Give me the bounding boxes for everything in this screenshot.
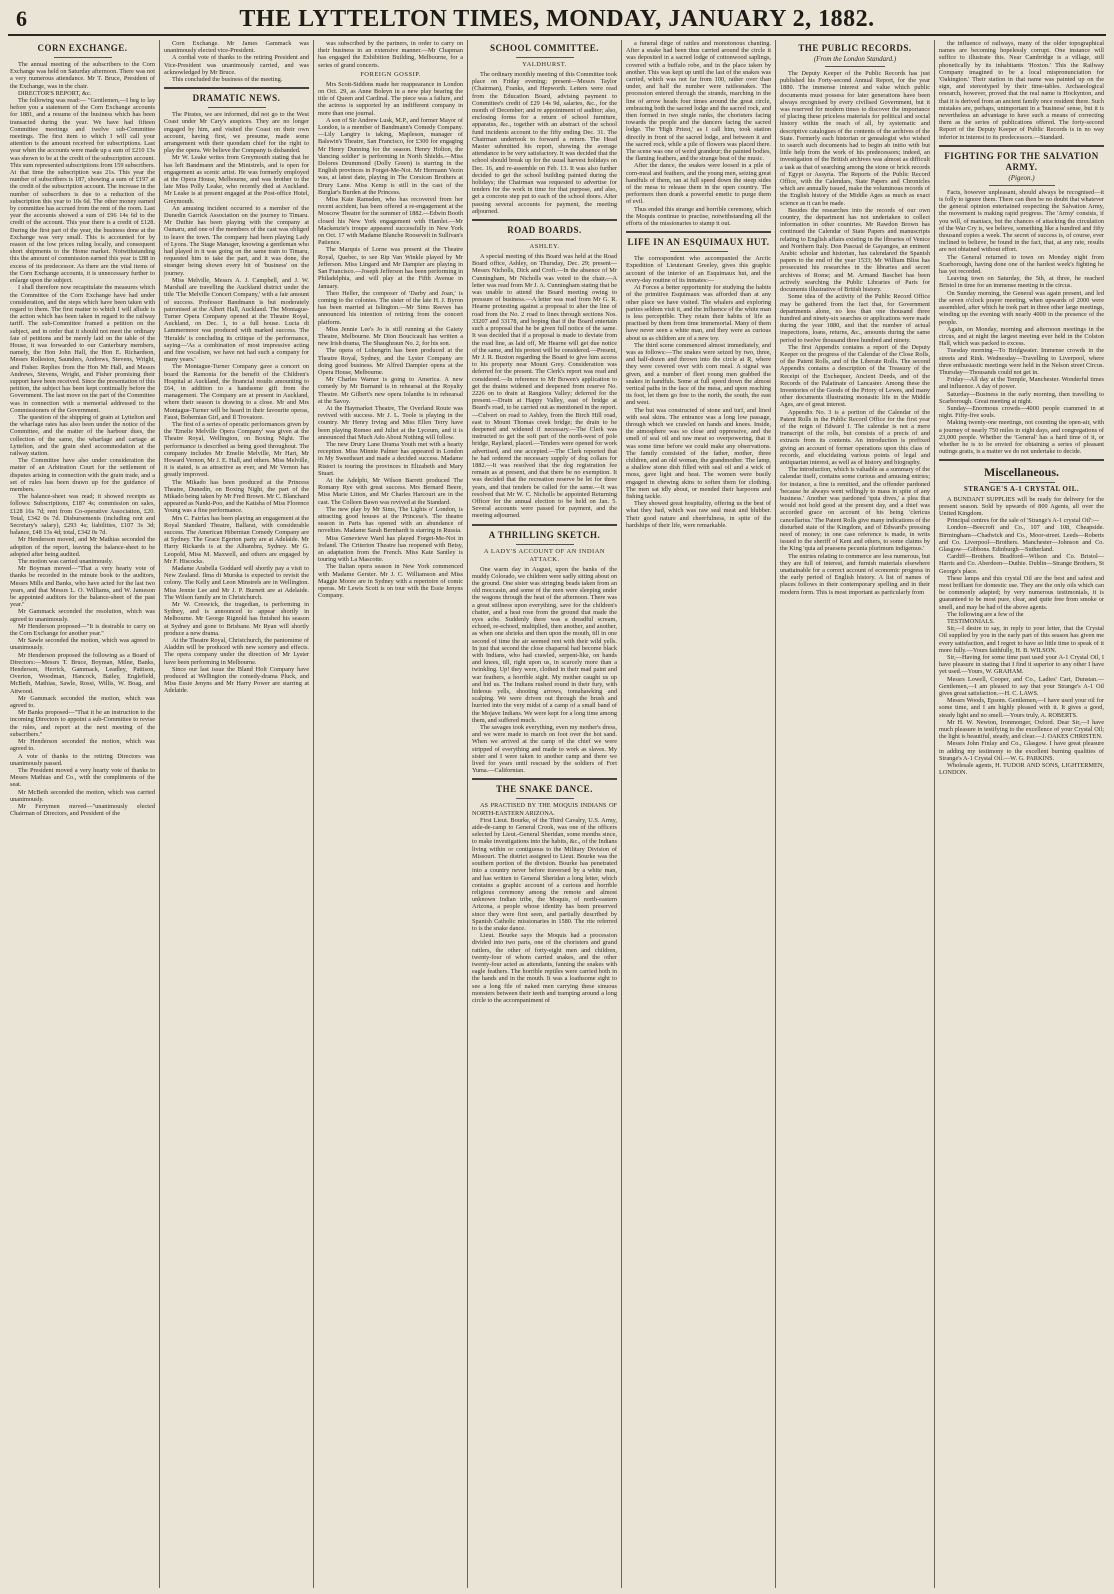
heading-rule (54, 57, 112, 58)
heading-rule (208, 107, 266, 108)
article-paragraph: Thus ended this strange and horrible ceremony, which the Moquis continue to practise, notwithstanding all the efforts of the missionaries to stamp it out. (626, 205, 771, 228)
section-divider (939, 145, 1104, 147)
column-3 (318, 40, 463, 1588)
advertisement-text: Principal centres for the sale of 'Strange's A-1 crystal Oil':— (947, 517, 1100, 525)
heading-rule (825, 66, 885, 67)
article-paragraph: First Lieut. Bourke, of the Third Cavalry, U.S. Army, aide-de-camp to General Crook, was one of the officers selected by Lieut.-General Sheridan, some months since, to make investigations into the habits, &c., of the Indians living within or contiguous to the Military Division of Missouri. The district assigned to Lieut. Bourke was the southern portion of the division. Bourke has penetrated into a country never before traversed by a white man, and has written to General Sheridan a long letter, which contains a graphic account of a curious and horrible religious ceremony among the remote and almost unknown Indian tribe, the Moquis, of north-eastern Arizona, a people whose identity has been preserved since they were first seen, and partially described by Spanish Catholic missionaries in 1580. The rite referred to is the snake dance. (472, 816, 617, 932)
article-paragraph: Mr Henderson seconded the motion, which was agreed to. (10, 738, 155, 753)
article-paragraph: Mr Banks proposed—"That it be an instruction to the incoming Directors to appoint a sub-Committee to revise the rules, and report at the next meeting of the subscribers." (10, 709, 155, 738)
article-paragraph: Mr Henderson proposed—"It is desirable to carry on the Corn Exchange for another year." (10, 622, 155, 638)
column-4 (472, 40, 617, 1588)
advertisement-text: These lamps and this crystal Oil are the best and safest and most brilliant for domestic use. They are the only oils which can be commonly adapted; by very numerous testimonials, it is guaranteed to be most pure, clear, and quite free from smoke or smell, and may be had of the above agents. (939, 574, 1104, 611)
heading-rule (516, 239, 574, 240)
article-paragraph: They showed great hospitality, offering us the best of what they had, which was raw seal meat and blubber. Their good nature and cheerfulness, in spite of the hardships of their life, were remarkable. (626, 500, 771, 529)
column-6 (780, 40, 930, 1588)
article-paragraph: Saturday—Business in the early morning, then travelling to Scarborough. Great meeting at night. (939, 390, 1104, 405)
article-paragraph: At the Theatre Royal, Christchurch, the pantomime of Aladdin will be produced with new scenery and effects. The opera company under the direction of Mr Lyster have been performing in Melbourne. (164, 637, 309, 666)
article-paragraph: The annual meeting of the subscribers to the Corn Exchange was held on Saturday afternoon. There was not a very numerous attendance. Mr T. Bruce, President of the Exchange, was in the chair. (10, 61, 155, 90)
section-label: FOREIGN GOSSIP. (360, 70, 421, 78)
column-divider (775, 40, 776, 1588)
column-5 (626, 40, 771, 1588)
section-label: A LADY'S ACCOUNT OF AN INDIAN ATTACK. (483, 547, 606, 563)
article-paragraph: A son of Sir Andrew Lusk, M.P., and former Mayor of London, is a member of Bandmann's Comedy Company.—Lily Langtry is taking, Mapleson, manager of Balswin's Theatre, San Francisco, for £300 for engaging Mr Henry Dunning for the season. Henry Holton, the 'dancing soldier' is performing in North Shields.—Miss Dolores Drummond (Dolly Green) is starring in the English provinces in Forget-Me-Not. Mr Hermann Vezin was, at latest date, playing in The Corsican Brothers at Drury Lane. Miss Kemp is still in the cast of the Burglar's Burden at the Princess. (318, 116, 463, 196)
article-heading: THE SNAKE DANCE. (496, 784, 593, 795)
article-paragraph: This concluded the business of the meeting. (172, 76, 283, 84)
advertisement-text: TESTIMONIALS. (947, 618, 995, 626)
article-paragraph: was subscribed by the partners, in order to carry on their business in an extensive manner.—Mr Chapman has engaged the Exhibition Building, Melbourne, for a series of grand concerts. (318, 40, 463, 69)
column-1 (10, 40, 155, 1588)
article-paragraph: Mr Gammack seconded the resolution, which was agreed to unanimously. (10, 608, 155, 623)
article-heading: SCHOOL COMMITTEE. (489, 43, 600, 53)
advertisement-text: Messrs Lowell, Cooper, and Co., Ladies' Cart, Dunstan.—Gentlemen,—I am pleased to say that your Strange's A-1 Oil gives great satisfaction.—H. C. LAWS. (939, 675, 1104, 698)
article-paragraph: The savages took everything, even my mother's dress, and we were made to march on foot over the hot sand. When we arrived at the camp of the chief we were stripped of everything and made to work as slaves. My sister and I were taken to another camp and there we lived for years until rescued by the soldiers of Fort Yuma.—Californian. (472, 724, 617, 775)
article-paragraph: The Marquis of Lorne was present at the Theatre Royal, Quebec, to see Rip Van Winkle played by Mr Jefferson. Miss Lingard and Mr Dampier are playing in San Francisco.—Joseph Jefferson has been performing in Philadelphia, and will play at the Fifth Avenue in January. (318, 246, 463, 290)
article-paragraph: Making twenty-one meetings, not counting the open-air, with a journey of nearly 750 miles in eight days, and congregations of 23,000 people. Whether the 'General' has a hard time of it, or whether he is to be envied for obtaining a series of pleasant outings gratis, is a matter we do not undertake to decide. (939, 419, 1104, 456)
article-paragraph: The following was read:— "Gentlemen,—I beg to lay before you a statement of the Corn Exchange accounts for 1881, and a resume of the business which has been transacted during the year. We have had fifteen Committee meetings and twelve sub-Committee meetings. The first item to which I will call your attention is the amount received for subscriptions. Last year when the accounts were made up a sum of £210 13s was shown to be at the credit of the subscription account. This sum represented subscriptions from 159 subscribers. At that time the subscription was 21s. This year the number of subscribers is 187, showing a sum of £197 at the credit of the subscription account. The increase in the number of subscribers is due to a reduction of the subscription this year to 10s 6d. The other money earned by committee has accrued from the rent of the room. Last year the accounts showed a sum of £96 14s 6d to the credit of the account. This year there is a credit of £128. During the first part of the year, the business done at the Exchange was very small. This is accounted for by reason of the low prices ruling locally, and consequent short shipments to the Home market. Notwithstanding this the amount of commission earned this year is £88 in excess of its predecessor. As there are the vital items of the Corn Exchange accounts, it is unnecessary further to enlarge upon the subject. (10, 97, 155, 285)
article-paragraph: Appendix No. 3 is a portion of the Calendar of the Patent Rolls in the Public Record Office for the first year of the reign of Edward I. The calendar is not a mere transcript of the rolls, but consists of a precis of and extracts from its contents. An introduction is prefixed giving an account of former operations upon this class of records, and elucidating various points of legal and antiquarian interest, as well as of history and biography. (780, 408, 930, 466)
heading-rule (670, 251, 728, 252)
article-paragraph: The ordinary monthly meeting of this Committee took place on Friday evening; present—Messrs Taylor (Chairman), Franks, and Hepworth. Letters were read from the Education Board, advising payment to Committee's credit of £29 14s 9d, salaries, &c., for the month of December; and re appointment of auditor; also, enclosing forms for a return of school furniture, apparatus, &c., together with an abstract of the school fund incidents account to the fifty ending Dec. 31. The Chairman undertook to forward a return. The Head Master submitted his report, showing the average attendance to be very satisfactory. It was decided that the school should break up for the usual harvest holidays on Dec. 16, and re-assemble on Feb. 13. It was also further decided to get the school building painted during the holidays; the Chairman was requested to advertise for tenders for the work in time for that purpose, and also, get a concrete step put to each of the school doors. After passing several accounts for payment, the meeting adjourned. (472, 71, 617, 215)
article-subheading: (Pigeon.) (1008, 173, 1035, 182)
page-number: 6 (16, 6, 27, 31)
article-paragraph: The new play by Mr Sims, The Lights o' London, is attracting good houses at the Princess's. The theatre season in Paris has opened with an abundance of novelties. Madame Sarah Bernhardt is starring in Russia. (318, 505, 463, 535)
article-paragraph: Sunday—Enormous crowds—4000 people crammed in at night. Fifty-five souls. (939, 404, 1104, 420)
article-heading: CORN EXCHANGE. (37, 43, 128, 53)
article-paragraph: A cordial vote of thanks to the retiring President and Vice-President was unanimously carried, and was acknowledged by Mr Bruce. (164, 54, 309, 76)
masthead (8, 4, 1106, 36)
article-paragraph: The balance-sheet was read; it showed receipts as follows: Subscriptions, £187 4s; commission on sales, £128 16s 7d; rent from Co-operative Association, £20. Total, £342 0s 7d. Disbursements (including rent and Secretary's salary), £293 4s; liabilities, £107 3s 3d; balance, £48 13s 4d; total, £342 0s 7d. (10, 493, 155, 537)
column-2 (164, 40, 309, 1588)
article-heading: THE PUBLIC RECORDS. (798, 43, 912, 53)
advertisement-text: Wholesale agents, H. TUDOR AND SONS, LIGHTERMEN, LONDON. (939, 762, 1104, 777)
advertisement-text: Sir,—Having for some time past used your A-1 Crystal Oil, I have pleasure in stating that I find it superior to any other I have yet used.—Yours, W. GRAHAM. (939, 654, 1104, 676)
article-paragraph: The Committee have also under consideration the matter of an Arbitration Court for the settlement of disputes arising in connection with the grain trade, and a set of rules has been drawn up for the guidance of members. (10, 457, 155, 493)
article-heading: A THRILLING SKETCH. (488, 529, 601, 540)
section-divider (164, 87, 309, 89)
section-divider (939, 459, 1104, 461)
article-paragraph: Theo Heller, the composer of 'Darby and Joan,' is coming to the colonies. The sister of the late H. J. Byron has been married at Islington.—Mr Sims Reeves has announced his intention of retiring from the concert platform. (318, 289, 463, 326)
article-paragraph: Mr Henderson moved, and Mr Mathias seconded the adoption of the report, leaving the balance-sheet to be adopted after being audited. (10, 536, 155, 558)
article-paragraph: Mr Sawle seconded the motion, which was agreed to unanimously. (10, 637, 155, 652)
article-paragraph: The General returned to town on Monday night from Scarborough, having done one of the hardest week's fighting he has yet recorded. (939, 253, 1104, 276)
article-paragraph: Mrs C. Fairfax has been playing an engagement at the Royal Standard Theatre, Ballarat, with considerable success. The American Hibernian Comedy Company are at Sydney. The Grace Egerton party are at Adelaide. Mr Harry Rickards is at the Alhambra, Sydney. Mr G. Leopold, Miss M. Maxwell, and others are engaged by Mr F. Hiscocks. (164, 514, 309, 565)
advertisement-text: Sir,—I desire to say, in reply to your letter, that the Crystal Oil supplied by you in the early part of this season has given me every satisfaction, and I regret to have so little time to speak of it more fully.—Yours faithfully, H. B. WILSON. (939, 625, 1104, 654)
advertisement-text: A BUNDANT SUPPLIES will be ready for delivery for the present season. Sold by upwards of 800 Agents, all over the United Kingdom. (939, 495, 1104, 517)
article-paragraph: The Deputy Keeper of the Public Records has just published his Forty-second Annual Report, for the year 1880. The immense interest and value which public documents must possess for later generations have been always recognised by every civilised Government, but it was reserved for modern times to discover the importance of placing these priceless materials for political and social history within the reach of all, by systematic and descriptive catalogues of the contents of the archives of the State. Formerly each historian or genealogist who wished to search such documents had to begin ab initio with but little help from the work of his predecessors; indeed, an investigation of the British archives was almost as difficult a task as that of searching among the stone or brick records of Egypt or Assyria. The Reports of the Public Record Office, with the Calendars, State Papers and Chronicles which are annually issued, make the voluminous records of the English history of the Middle Ages as much as exact science as it can be made. (780, 70, 930, 207)
article-paragraph: The introduction, which is valuable as a summary of the calendar itself, contains some curious and amusing entries; for instance, a fine is remitted, and the offender pardoned 'because he always went willingly to mass in spite of any business.' Another was pardoned 'quia dives,' a plea that would not hold good at the present day, and a thief was accorded grace on account of his being 'clericus cancellarius.' The Patent Rolls give many indications of the disturbed state of the Kingdom, and of Edward's pressing need of money; in one case reference is made, in writs issued to the sheriff of Kent and others, to some claims by the King 'quia ad praesens pecunia plurimum indigemus.' (780, 466, 930, 553)
heading-rule (516, 544, 574, 545)
article-paragraph: The first Appendix contains a report of the Deputy Keeper on the progress of the Calendar of the Close Rolls, of the Patent Rolls, and of the Liberate Rolls. The second Appendix contains a description of the Treasury of the Receipt of the Exchequer, Ancient Deeds, and of the Records of the Palatinate of Lancaster. Among these the Inventories of the Goods of the Priory of Lewes, and many other documents illustrating monastic life in the Middle Ages, are of great interest. (780, 343, 930, 409)
column-divider (159, 40, 160, 1588)
article-paragraph: Facts, however unpleasant, should always be recognised—it is folly to ignore them. There can then be no doubt that whatever the general opinion entertained respecting the Salvation Army, the movement is making rapid progress. The 'Army' consists, if you will, of maniacs, but the chances of attacking the circulation of the War Cry is, we believe, something like a hundred and fifty thousand copies a week. The secret of success is, of course, ever inclined to believe, be found in the fact, that, at any rate, results are not obtained without effort. (939, 188, 1104, 254)
article-paragraph: Mr W. Creswick, the tragedian, is performing in Sydney, and is announced to appear shortly in Melbourne. Mr George Rignold has finished his season at Sydney and gone to Brisbane. Mr Ryan will shortly produce a new drama. (164, 601, 309, 637)
section-divider (472, 778, 617, 780)
article-paragraph: the influence of railways, many of the older topographical names are becoming hopelessly corrupt. One instance will suffice to illustrate this. Near Cambridge is a village, still phonetically by its inhabitants 'Hoxton.' This the Railway Company imagined to be a local mispronunciation for 'Oakington.' Their station in that name was painted up on the sign, and stereotyped by their time-tables. Archaeological research, however, proved that the real name is Hockynton, and that it is derived from an ancient family once resident there. Such mistakes are, perhaps, unimportant in a 'business' sense, but it is nevertheless an advantage to have such a means of correcting them as the series of publications offered. The forty-second Report of the Deputy Keeper of Public Records is in no way inferior in interest to its predecessors.—Standard. (939, 40, 1104, 141)
article-paragraph: Mr Gammack seconded the motion, which was agreed to. (10, 694, 155, 710)
article-heading: FIGHTING FOR THE SALVATION ARMY. (944, 150, 1099, 172)
article-paragraph: The Montague-Turner Company gave a concert on board the Ramonia for the benefit of the Children's Hospital at Auckland, the financial results amounting to £64, in addition to a handsome gift from the management. The Company are at present in Auckland, where their season is drawing to a close. Mr and Mrs Montague-Turner will be heard in their favourite operas, Faust, Bohemian Girl, and Il Trovatore. (164, 363, 309, 421)
article-paragraph: A special meeting of this Board was held at the Road Board office, Ashley, on Thursday, Dec. 29; present—Messrs Nicholls, Dick and Croft.—In the absence of Mr Cunningham, Mr Nicholls was voted to the chair.—A letter was read from Mr J. A. Cunningham stating that he was unable to attend the Board meeting owing to pressure of business.—A letter was read from Mr G. R. Hearne protesting against a proposal to alter the line of road from the No. 2 road to lines through sections Nos. 33207 and 33178, and hoping that if the Board entertain such a proposal that he be given full notice of the same. It was decided that if a proposal is made to deviate from the road line, as laid off, Mr Hearne will get due notice of the same, and his protest will be considered.—Present, Mr J. R. Buxton regarding the Board to give him access to his property near Mount Grey. Consideration was deferred for the present. The Clerk's report was read and considered.—In reference to Mr Bowen's application to get the drains widened and deepened from reserve No. 2226 on to drain at Rangiora Valley; deferred for the present.—Drain at Happy Valley, east of bridge at Beard's road, to be carried out as mentioned in the report.—Culvert on road to Ashley, from the Birch Hill road, east to Mount Thomas creek bridge; the drain to be deepened and widened if necessary.—The Clerk was instructed to get the soft part of the north-west of pole bridge, Rayland, placed.—Tenders were opened for work advertised, and one accepted.—The Clerk reported that he had ordered the necessary supply of dog collars for 1882.—It was resolved that the dog registration fee remain as at present, and that there be no exemption. It was decided that the recreation reserve be let for three years, and that tenders be called for the same.—It was resolved that Mr W. C. Nicholls be appointed Returning Officer for the annual election to be held on Jan. 5. Several accounts were passed for payment, and the meeting adjourned. (472, 253, 617, 520)
advertisement-text: Messrs Woods, Epsom. Gentlemen,—I have used your oil for some time, and I am highly pleased with it. It gives a good, steady light and no smell.—Yours truly, A. ROBERTS. (939, 697, 1104, 719)
column-divider (467, 40, 468, 1588)
article-paragraph: AS PRACTISED BY THE MOQUIS INDIANS OF NORTH-EASTERN ARIZONA. (472, 802, 617, 817)
article-paragraph: Mr McBeth seconded the motion, which was carried unanimously. (10, 788, 155, 803)
article-paragraph: At the Adelphi, Mr Wilson Barrett produced The Romany Rye with great success. Mrs Bernard Beere, Miss Marie Litton, and Mr Charles Harcourt are in the cast. The Colleen Bawn was revived at the Standard. (318, 476, 463, 506)
article-paragraph: A vote of thanks to the retiring Directors was unanimously passed. (10, 752, 155, 767)
article-paragraph: Corn Exchange. Mr James Gammack was unanimously elected vice-President. (164, 40, 309, 55)
article-paragraph: Miss Kate Ramsden, who has recovered from her recent accident, has been offered a re-engagement at the Moscow Theatre for the summer of 1882.—Edwin Booth closed his New York engagement with Hamlet.—Mr Mackenzie's troupe appeared successfully in New York on Oct. 17 with Madame Blanche Roosevelt in Sullivan's Patience. (318, 196, 463, 247)
article-paragraph: I shall therefore now recapitulate the measures which the Committee of the Corn Exchange have had under consideration, and the steps which have been taken with regard to them. The first matter to which I will allude is the action which has been taken in regard to the railway tariff. The sub-Committee framed a petition on the subject, and in order that it should not meet the ordinary fate of petitions and be merely laid on the table of the House, it was forwarded to our Canterbury members, namely, the Hon John Hall, the Hon E. Richardson, Messrs Rolleston, Saunders, Andrews, Stevens, Wright, and Fisher. Replies from the Hon Mr Hall, and Messrs Andrews, Stevens, Wright, and Fisher promising their support have been received. Since the presentation of this petition, the subject has been kept continually before the Government. The last move on the part of the Committee was in connection with a memorial addressed to the Commissioners of the Government. (10, 284, 155, 414)
advertisement-text: London—Beecroft and Co., 107 and 108, Cheapside. Birmingham—Chadwick and Co., Moor-street. Leeds—Roberts and Co. Liverpool—Brothers. Manchester—Johnson and Co. Glasgow—Gibbons. Edinburgh—Sutherland. (939, 524, 1104, 553)
article-paragraph: The new Drury Lane Drama Youth met with a hearty reception. Miss Minnie Palmer has appeared in London in My Sweetheart and made a decided success. Madame Ristori is touring the provinces in Elizabeth and Mary Stuart. (318, 440, 463, 477)
heading-rule (989, 482, 1055, 483)
article-paragraph: Lieut. Bourke says the Moquis had a procession divided into two parts, one of the choristers and grand rattlers, the other of forty-eight men and children, twenty-four of whom carried snakes, and the other twenty-four acted as attendants, fanning the snakes with eagle feathers. The horrible reptiles were carried both in the hands and in the mouth. It was a loathsome sight to see a long file of naked men carrying these sinuous monsters between their teeth and tramping around a long circle to the accompaniment of (472, 932, 617, 1004)
section-label: YALDHURST. (522, 61, 567, 68)
article-paragraph: Miss Melville, Messrs A. J. Campbell, and J. W. Marshall are travelling the Auckland district under the title 'The Melville Concert Company,' with a fair amount of success. Professor Bandmann is but moderately patronised at the Albert Hall, Auckland. The Montague-Turner Opera Company opened at the Theatre Royal, Auckland, on Dec. 1, to a full house. Lucia di Lammermoor was produced with marked success. The 'Heralds' is concluding its critique of the performance, saying—'As a combination of most impressive acting and fine vocalism, we have not had such a company for many years.' (164, 276, 309, 364)
article-paragraph: Again, on Monday, morning and afternoon meetings in the circus, and at night the largest meeting ever held in the Colston Hall, which was packed to excess. (939, 325, 1104, 348)
newspaper-title: THE LYTTELTON TIMES, MONDAY, JANUARY 2, 1882. (239, 6, 875, 32)
article-paragraph: Miss Jennie Lee's Jo is still running at the Gaiety Theatre, Melbourne. Mr Dion Boucicault has written a new Irish drama, The Shaughraun No. 2, for his son. (318, 325, 463, 348)
article-paragraph: An amusing incident occurred to a member of the Dunedin Garrick Association on the journey to Timaru. Mr Duthie has been playing with the company at Oamaru, and one of the members of the cast was obliged to leave the town. The company had been playing Lady of Lyons. The Stage Manager, knowing a gentleman who had played in it was going on the same train to Timaru, requested him to take the part, and it was done, the stranger being shown every bit of 'business' on the journey. (164, 204, 309, 277)
column-divider (313, 40, 314, 1588)
article-paragraph: At Forces a better opportunity for studying the habits of the primitive Esquimaux was afforded than at any other place we have visited. The whalers and exploring parties seldom visit it, and the influence of the white man is less perceptible. They retain their habits of life as practised by them from time immemorial. Many of them have never seen a white man, and they were as curious about us as children are of a new toy. (626, 284, 771, 342)
article-heading: DRAMATIC NEWS. (192, 93, 281, 104)
article-paragraph: The correspondent who accompanied the Arctic Expedition of Lieutenant Greeley, gives this graphic account of the interior of an Esquimaux hut, and the every-day routine of its inmates:— (626, 255, 771, 284)
article-paragraph: The Italian opera season in New York commenced with Madame Gerster. Mr J. C. Williamson and Miss Maggie Moore are in Sydney with a repertoire of comic operas. Mr Lewis Scott is on tour with the Essie Jenyns Company. (318, 563, 463, 600)
article-paragraph: The Pirates, we are informed, did not go to the West Coast under Mr Cary's auspices. They are no longer engaged by him, and visited the Coast on their own account, having first, we presume, made some arrangement with their quondam chief for the right to play the opera. We believe the Company is disbanded. (164, 111, 309, 155)
article-paragraph: The opera of Lohengrin has been produced at the Theatre Royal, Sydney, and the Lyster Company are doing good business. Mr Alfred Dampier opens at the Opera House, Melbourne. (318, 347, 463, 376)
article-paragraph: Mr Ferrymen moved—"unanimously elected Chairman of Directors, and President of the (10, 802, 155, 818)
article-paragraph: Since our last issue the Bland Holt Company have produced at Wellington the comedy-drama Pluck, and Miss Essie Jenyns and Mr Harry Power are starring at Adelaide. (164, 665, 309, 695)
article-paragraph: Tuesday morning—To Bridgwater. Immense crowds in the streets and Rink. Wednesday—Travelling to Liverpool, where three enthusiastic meetings were held in the Nelson street Circus. Thursday—Thousands could not get in. (939, 347, 1104, 376)
article-paragraph: Mr Charles Warner is going to America. A new comedy by Mr Burnand is in rehearsal at the Royalty Theatre. Mr Gilbert's new opera Iolanthe is in rehearsal at the Savoy. (318, 376, 463, 405)
advertisement-text: Mr H. W. Newton, Ironmonger, Oxford. Dear Sir,—I have much pleasure in testifying to the excellence of your Crystal Oil; the light is beautiful, steady, and clear.—J. OAKES CHRISTEN. (939, 718, 1104, 741)
article-paragraph: The Mikado has been produced at the Princess Theatre, Dunedin, on Boxing Night, the part of the Mikado being taken by Mr Fred Brown. Mr C. Blanchard appeared as Nanki-Poo, and the Katisha of Miss Florence Young was a fine performance. (164, 478, 309, 515)
advertisement-title: STRANGE'S A-1 CRYSTAL OIL. (963, 485, 1080, 494)
article-paragraph: The entries relating to commerce are less numerous, but they are full of interest, and furnish materials elsewhere unattainable for a correct account of economic progress in the early period of English history. A list of names of places follows in their contemporary spelling and in their modern form. This is most important as particularly from (780, 552, 930, 596)
heading-rule (516, 57, 574, 58)
article-paragraph: Mr Boyman moved—"That a very hearty vote of thanks be recorded in the minute book to the auditors, Messrs Mills and Banks, who have acted for the last two years, and that Messrs L. O. Williams, and W. Jameson be appointed auditors for the balance-sheet of the past year." (10, 565, 155, 609)
article-paragraph: Leaving town on Saturday, the 5th, at three, he reached Bristol in time for an immense meeting in the circus. (939, 275, 1104, 290)
heading-rule (989, 185, 1055, 186)
column-divider (934, 40, 935, 1588)
advertisement-text: Messrs John Finlay and Co., Glasgow. I have great pleasure in adding my testimony to the excellent burning qualities of Strange's A-1 Crystal Oil.—W. G. PARKINS. (939, 740, 1104, 762)
article-paragraph: After the dance, the snakes were loosed in a pile of corn-meal and feathers, and the young men, seizing great handfuls of them, ran at full speed down the steep sides of the mesa to release them in the open country. The performers then drank a powerful emetic to purge them of evil. (626, 162, 771, 206)
column-7 (939, 40, 1104, 1588)
section-divider (472, 219, 617, 221)
article-heading: ROAD BOARDS. (507, 225, 582, 236)
article-paragraph: The hut was constructed of stone and turf, and lined with seal skins. The entrance was a long low passage, through which we crawled on hands and knees. Inside, the atmosphere was so close and oppressive, and the smell of seal oil and raw meat so overpowering, that it was some time before we could make any observations. The family consisted of the father, mother, three children, and an old woman, the grandmother. The lamp, a shallow stone dish filled with seal oil and a wick of moss, gave light and heat. The women were busily engaged in chewing skins to soften them for clothing. The men sat idly about, or mended their harpoons and fishing tackle. (626, 406, 771, 500)
article-paragraph: a funeral dirge of rattles and monotonous chanting. After a snake had been thus carried around the circle it was deposited in a sacred lodge of cottonwood saplings, covered with a buffalo robe, and in the place taken by another. This was kept up until the last of the snakes was carried, which was not far from 100, rather over than under, and half the number were rattlesnakes. The procession entered through the strands, marching in the line of arrow heads four times around the great circle, embracing both the sacred lodge and the sacred rock, and then formed in two single ranks, the choristers facing towards the people and the dancers facing the sacred lodge. The 'High Priest,' as I call him, took station directly in front of the sacred lodge, and between it and the sacred rock, while a pile of flowers was placed there. The scene was one of weird grandeur; the painted bodies, the flaming feathers, and the strange beat of the music. (626, 40, 771, 163)
article-paragraph: Madame Arabella Goddard will shortly pay a visit to New Zealand. Ilma di Murska is expected to revisit the colony. The Kelly and Leon Minstrels are in Wellington. Miss Jennie Lee and Mr J. P. Burnett are at Adelaide. The Wilson family are in Christchurch. (164, 565, 309, 601)
article-subheading: (From the London Standard.) (813, 55, 897, 63)
section-divider (472, 524, 617, 526)
article-paragraph: Besides the researches into the records of our own country, the department has not undertaken to collect information in other countries. Mr Rawdon Brown has continued the Calendar of State Papers and manuscripts relating to English affairs existing in the libraries of Venice and Northern Italy. Don Pascual de Gayangos, an eminent Arabic scholar and historian, has calendared the Spanish papers to the end of the year 1533; Mr William Bliss has prosecuted his researches in the libraries and secret archives of Rome; and M. Armand Baschet has been actively searching the Public Libraries of Paris for documents illustrative of British history. (780, 206, 930, 294)
section-divider (626, 231, 771, 233)
article-paragraph: Friday—All day at the Temple, Manchester. Wonderful times and influence. A day of power. (939, 376, 1104, 391)
article-paragraph: The first of a series of operatic performances given by the 'Emelie Melville Opera Company' was given at the Theatre Royal, Wellington, on Boxing Night. The performance is described as being good throughout. The company includes Mr Emelie Melville, Mr Hart, Mr Howard Vernon, Mr J. E. Hall, and others. Miss Melville, it is stated, is as attractive as ever, and Mr Vernon has greatly improved. (164, 420, 309, 479)
section-label: ASHLEY. (529, 243, 560, 251)
article-paragraph: The question of the shipping of grain at Lyttelton and the wharfage rates has also been under the notice of the Committee, and the matter of the harbour dues, the collection of the same, the wharfage and cartage at Lyttelton, and the grain shed accommodation at the railway station. (10, 413, 155, 457)
article-paragraph: The motion was carried unanimously. (18, 558, 113, 566)
classified-heading: Miscellaneous. (984, 465, 1059, 480)
advertisement-text: The following are a few of the (947, 610, 1024, 618)
article-paragraph: Mrs Scott-Siddons made her reappearance in London on Oct. 29, as Anne Boleyn in a new play bearing the title of Queen and Cardinal. The piece was a failure, and the actress is supported by an indifferent company in more than one journal. (318, 80, 463, 117)
article-paragraph: DIRECTOR'S REPORT, &c. (18, 89, 92, 97)
article-paragraph: The third scene commenced almost immediately, and was as follows:—The snakes were seized by two, three, and half-dozen and thrown into the circle at R, where they were covered over with corn meal. A signal was given, and a number of fleet young men grabbed the snakes in handfuls. Some at full speed down the almost vertical paths in the face of the mesa, and upon reaching its foot, let them go free to the north, the south, the east and west. (626, 341, 771, 407)
column-divider (621, 40, 622, 1588)
article-paragraph: The President moved a very hearty vote of thanks to Messrs Mathias and Co., with the compliments of the seat. (10, 766, 155, 789)
article-heading: LIFE IN AN ESQUIMAUX HUT. (627, 237, 770, 248)
article-paragraph: Mr W. Leake writes from Greymouth stating that he has left Bandmann and the Ministrels, and is open for engagement as scenic artist. He was formerly employed at the Opera House, Melbourne, and was brother to the late Miss Polly Leake, who recently died at Auckland. Mr Leake is at present engaged at the Post-office Hotel, Greymouth. (164, 154, 309, 205)
advertisement-text: Cardiff—Brothers. Bradford—Wilson and Co. Bristol—Harris and Co. Aberdeen—Duthie. Dublin—Strange Brothers, St George's place. (939, 553, 1104, 575)
article-paragraph: Some idea of the activity of the Public Record Office may be gathered from the fact that, for Government departments alone, no less than one thousand three hundred and ninety-six searches or applications were made during the year 1880, and that the number of actual inspections, loans, returns, &c., amounts during the same period to twelve thousand three hundred and ninety. (780, 293, 930, 344)
article-paragraph: One warm day in August, upon the banks of the muddy Colorado, we children were sadly sitting about on the ground. One sister was stringing beads taken from an old moccasin, and some of the men were sleeping under the wagons through the heat of the afternoon. There was a great stillness upon everything, save for the children's chatter, and a heat rose from the ground that made the eyes ache. Suddenly there was a dreadful scream, echoed, re-echoed, multiplied, then another, and another, as when one shrieks and then upon the mouth, till in one second of time the air seemed rent with their wild yells. In just that second the close chaparral had become black with Indians, who had crawled, serpent-like, on hands and knees, till, right upon us, in scarcely more than a twinkling. Up! they were, clothed in their mad paint and war feathers, a horrible sight. My mother caught us up and hid us. The Indians rushed round in their fury, with hideous yells, shooting arrows, tomahawking and scalping. We were driven out through the brush and hurried into the very midst of a camp of a small band of the Mojave Indians. We were kept for a long time among them, and suffered much. (472, 565, 617, 724)
article-paragraph: At the Haymarket Theatre, The Overland Route was revived with success. Mr J. L. Toole is playing in the country. Mr Henry Irving and Miss Ellen Terry have been playing Romeo and Juliet at the Lyceum, and it is announced that Much Ado About Nothing will follow. (318, 404, 463, 441)
article-paragraph: On Sunday morning, the General was again present, and led the seven o'clock prayer meeting, when upwards of 2000 were assembled, after which he took part in three other large meetings, winding up the evening with nearly 4000 in the presence of the people. (939, 289, 1104, 326)
heading-rule (516, 798, 574, 799)
article-paragraph: Miss Genevieve Ward has played Forget-Me-Not in Ireland. The Criterion Theatre has reopened with Betsy, an adaptation from the French. Miss Kate Santley is touring with La Mascotte. (318, 534, 463, 564)
article-paragraph: Mr Henderson proposed the following as a Board of Directors:—Messrs T. Bruce, Boyman, Milne, Banks, Henderson, Herrick, Gammack, Leadley, Pattison, Overton, Woodman, Hancock, Bailey, Englefield, McBeth, Mathias, Sawle, Rossi, Willis, W. Boag, and Attwood. (10, 651, 155, 695)
